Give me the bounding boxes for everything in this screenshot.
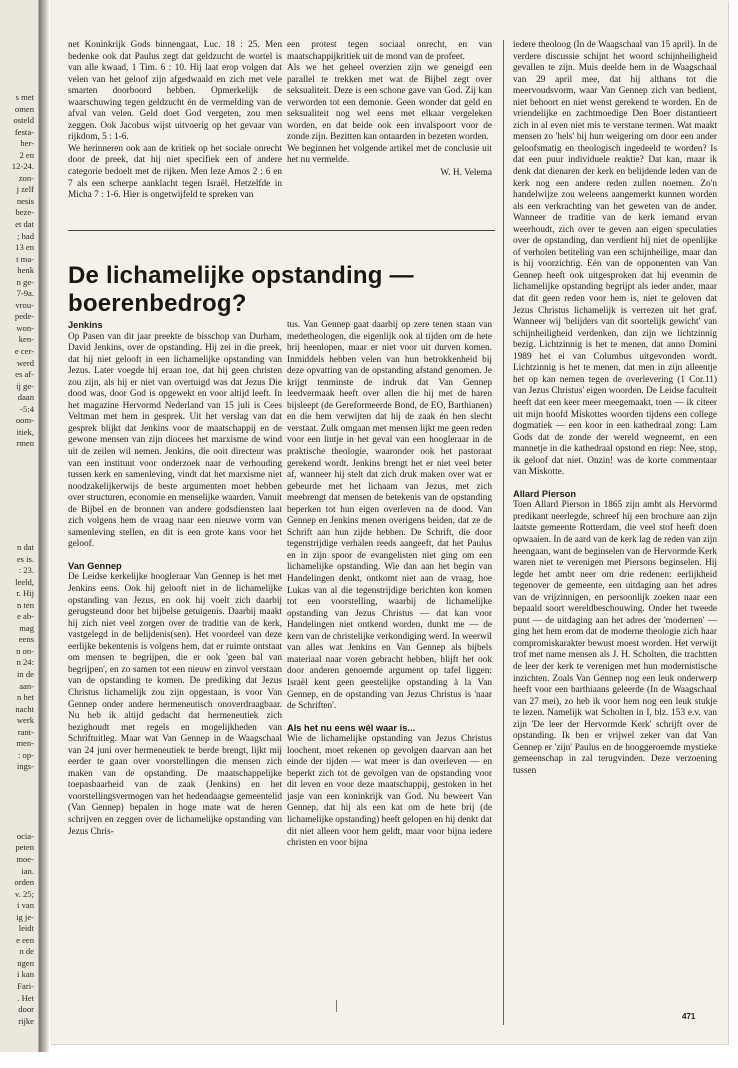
previous-page-line: es is. [16,553,34,564]
previous-page-line: in de [17,668,34,679]
book-gutter [39,0,49,1052]
previous-page-line: ings- [16,761,34,772]
previous-article-column-middle [287,40,492,180]
previous-page-line: omen [14,103,34,114]
previous-page-line: : 23. [18,565,34,576]
previous-page-line: Fari- [17,981,34,991]
previous-page-line: et dat [15,219,34,230]
previous-page-line: men- [16,738,34,749]
previous-page-line: ig je- [16,911,34,922]
paragraph: Als we het geheel overzien zijn we geneigd een parallel te trekken met wat de Bijbel zegt over seksualiteit. Deze is een schone gave van God. Zij kan verworden tot een demonie. Geen wonder dat geld en seksualiteit nog wel eens met elkaar vergeleken worden, en dat beide ook een invalspoort voor de zonde zijn. Bezitten kan ontaarden in bezeten worden. [287,63,492,143]
previous-page-line: aan- [19,680,34,691]
previous-page-line: peten [15,842,34,853]
previous-article-column-left [68,40,282,202]
page-number: 471 [682,1012,696,1021]
section-heading: Allard Pierson [513,488,577,499]
article-divider [68,230,495,231]
article-column-left [68,320,282,838]
paragraph: net Koninkrijk Gods binnengaat, Luc. 18 : 25. Men bedenke ook dat Paulus zegt dat geldzucht de wortel is van alle kwaad, 1 Tim. 6 : 10. Hij laat erop volgen dat velen van het geloof zijn afgedwaald en zich met vele smarten doorboord hebben. Opmerkelijk de waarschuwing tegen geldzucht én de vermelding van de afval van velen. Geld doet God vergeten, zou men zeggen. Ook Jacobus wijst uitvoerig op het gevaar van rijkdom, 5 : 1-6. [68,40,282,143]
previous-page-line: rant- [17,726,34,737]
previous-article-paragraphs [287,40,492,167]
article-headline: De lichamelijke opstanding — boerenbedrog? [68,262,414,318]
previous-page-column [0,92,34,1027]
previous-page-line: t ma- [16,253,34,264]
previous-page-line: n dat [17,541,34,552]
paragraph: We herinneren ook aan de kritiek op het sociale onrecht door de preek, dat hij niet specifiek een of andere categorie bedoelt met de rijken. Men leze Amos 2 : 6 en 7 als een scherpe aanklacht tegen Israël. Hetzelfde in Micha 7 : 1-6. Hier is ongetwijfeld te spreken van [68,143,282,201]
previous-page-line: rmen [16,438,34,449]
page-mark [336,1000,339,1012]
paragraph: Wie de lichamelijke opstanding van Jezus Christus loochent, moet rekenen op gevolgen daarvan aan het einde der tijden — wat meer is dan overleven — en beperkt zich tot de gevolgen van de opstanding voor dit leven en voor deze maatschappij, gestoken in het jasje van een koninkrijk van God. Nu beweert Van Gennep, dat hij als een kat om de hete brij (de lichamelijke opstanding) heeft gelopen en hij denkt dat dit niet alleen voor hem geldt, maar voor bijna iedere christen en voor bijna [287,734,492,849]
previous-page-line: s met [15,92,34,102]
previous-page-line: zon- [18,172,34,183]
previous-page-line: n de [19,946,34,957]
previous-page-line: ngen [17,957,34,968]
paragraph: Toen Allard Pierson in 1865 zijn ambt als Hervormd predikant neerlegde, schreef hij een brochure aan zijn laatste gemeente Rotterdam, die veel stof heeft doen opwaaien. In de aard van de kerk lag de reden van zijn heengaan, want de beginselen van de Hervormde Kerk waren niet te verenigen met Piersons beginselen. Hij legde het ambt neer om drie redenen: eerlijkheid tegenover de gemeente, een uitdaging aan het adres van de vrijzinnigen, en persoonlijk zoeken naar een bepaald soort wereldbeschouwing. Onder het tweede punt — de uitdaging aan het adres der 'modernen' — ging het hem erom dat de moderne theologie zich haar compromiskarakter bewust moest worden. Het verwijt trof met name mensen als J. H. Scholten, die trachtten de leer der kerk te verenigen met hun modernistische inzichten. Zoals Van Gennep nog een leuk onderwerp heeft voor een barthiaans geleerde (In de Waagschaal van 27 mei), zo heb ik voor hem nog een leuk stukje te lezen. Namelijk wat Scholten in I, blz. 153 e.v. van zijn 'De leer der Hervormde Kerk' schrijft over de opstanding. Ik ben er vrijwel zeker van dat Van Gennep er 'zijn' Paulus en de hooggeroemde mystieke gemeenschap in zal terugvinden. Deze verzoening tussen [513,500,717,776]
previous-page-line: nacht [15,703,34,714]
previous-page-fragment-group [0,831,34,1027]
column-divider [503,40,504,1025]
article-column-middle [287,320,492,850]
previous-page-line: moe- [16,853,34,864]
section-heading: Jenkins [68,320,103,330]
previous-page-line: ian. [21,865,34,876]
paragraph: een protest tegen sociaal onrecht, en van maatschappijkritiek uit de mond van de profeet. [287,40,492,62]
previous-page-line: 2 en [19,149,34,160]
previous-page-line: es af- [15,369,34,380]
section-heading: Van Gennep [68,560,122,571]
previous-page-line: -5:4 [20,403,34,414]
previous-page-line: v. 25; [14,888,34,899]
previous-page-line: door [18,1004,34,1015]
paragraph: iedere theoloog (In de Waagschaal van 15 april). In de verdere discussie schijnt het woord schijnheiligheid gevallen te zijn. Muis deelde hem in de Waagschaal van 29 april mee, dat hij althans tot die meervoudsvorm, waar Van Gennep zich van bedient, niet behoort en niet wenst gerekend te worden. En de vriendelijke en zachtmoedige Den Boer distantieert zich in al even niet mis te verstane termen. Wat maakt mensen zo 'hels' bij hun weigering om door een ander geloofsmatig en theologisch ingedeeld te worden? Is dat een puur individuele reaktie? Dat kan, maar ik denk dat dienaren der kerk en belijdende leden van de kerk nog een andere reden zullen noemen. Zo'n handelwijze zou weleens aangemerkt kunnen worden als een verkrachting van het geweten van de ander. Wanneer de traditie van de kerk iemand ervan weerhoudt, zich over te geven aan eigen speculaties over de opstanding, dan verdient hij niet de openlijke of verholen betiteling van een schijnheilige, maar dan is hij voorzichtig. Eén van de opponenten van Van Gennep heeft ook uitgesproken dat hij evenmin de lichamelijke opstanding begrijpt als ieder ander, maar dat dit geen reden voor hem is, niet te geloven dat Jezus Christus lichamelijk is verrezen uit het graf. Wanneer wij 'belijders van dit soortelijk gewicht' van schijnheiligheid verdenken, dan zijn we lichtzinnig bezig. Lichtzinnig is het te menen, dat anno Domini 1989 het ei van Columbus uitgevonden wordt. Lichtzinnig is het te menen, dat men in zijn alleentje het op kan nemen tegen de overlevering (1 Cor.11) van Jezus Christus' eigen woorden. De Leidse faculteit heeft dat een keer meer meegemaakt, toen — ik citeer uit mijn hoofd Miskottes woorden tijdens een college dogmatiek — een koor in een kathedraal zong: Lam Gods dat de zonde der wereld wegneemt, en een mannetje in die kathedraal opstond en riep: Nee, stop, ik geloof dat niet. Onzin! was de korte commentaar van Miskotte. [513,40,717,478]
paragraph: tus. Van Gennep gaat daarbij op zere tenen staan van medetheologen, die eigenlijk ook al tijden om de hete brij heenlopen, maar er niet voor uit durven komen. Inmiddels hebben velen van hun betrokkenheid bij deze opvatting van de opstanding afstand genomen. Je krijgt tenminste de indruk dat Van Gennep leedvermaak heeft over allen die hij met de haren bijsleept (de Gereformeerde Bond, de EO, Barthianen) en die hem verwijten dat hij de zaak én hen slecht verstaat. Zulk omgaan met mensen lijkt me geen reden voor een lintje in het geval van een hoogleraar in de praktische theologie, waaronder ook het pastoraat gerekend wordt. Jenkins brengt het er niet veel beter af, wanneer hij stelt dat zich druk maken over wat er gebeurde met het lichaam van Jezus, met zich meebrengt dat mensen de betekenis van de opstanding beperken tot hun eigen overleven na de dood. Van Gennep en Jenkins menen overigens beiden, dat ze de Schrift aan hun zijde hebben. De Schrift, die door tegenstrijdige verhalen reeds aangeeft, dat het Paulus en in zijn spoor de evangelisten niet ging om een lichamelijke opstanding. Wie dan aan het begin van Handelingen denkt, ontkomt niet aan de vraag, hoe Lukas van al die tegenstrijdige berichten kon komen tot een voorstelling, waarbij de lichamelijke opstanding van Jezus Christus — dat kan voor Handelingen niet ontkend worden, dunkt me — de kern van de christelijke verkondiging werd. In weerwil van alles wat Jenkins en Van Gennep als bijbels materiaal naar voren gebracht hebben, blijft het ook door anderen genoemde argument op tafel liggen: Israël kent geen geestelijke opstanding à la Van Gennep, en de opstanding van Jezus Christus is 'naar de Schriften'. [287,320,492,712]
previous-page-fragment-group [0,542,34,773]
previous-page-line: rijke [18,1015,34,1026]
previous-page-line: nesis [16,195,34,206]
previous-page-fragment-group [0,92,34,450]
author-signature: W. H. Velema [440,168,492,179]
previous-page-line: beze- [15,207,34,218]
previous-page-line: henk [17,265,34,276]
paragraph: Op Pasen van dit jaar preekte de bisschop van Durham, David Jenkins, over de opstanding. Hij zei in die preek, dat hij niet gelooft in een lichamelijke opstanding van Jezus. Later voegde hij eraan toe, dat hij geen christen zou zijn, als hij er niet van overtuigd was dat Jezus Die dood was, door God is opgewekt en voor altijd leeft. In het magazine Hervormd Nederland van 15 juli is Cees Veltman met hem in gesprek. Uit het verslag van dat gesprek blijkt dat Jenkins voor de maatschappij en de gewone mensen van zijn diocees het marxisme de wind uit de zeilen wil nemen. Jenkins, die ooit directeur was van een instituut voor onderzoek naar de verhouding tussen kerk en samenleving, vindt dat het marxisme niet noodzakelijkerwijs de beste argumenten moet hebben over structuren, economie en menselijke waarden. Vanuit de Bijbel en de bronnen van andere godsdiensten laat zich volgens hem de vraag naar een nieuwe vorm van samenleving stellen, en dit is een grote kans voor het geloof. [68,331,282,550]
previous-page-line: 13 en [15,242,34,253]
previous-page-line: n ge- [16,276,34,287]
previous-page-line: orden [14,877,34,888]
previous-page-line: e een [16,934,34,945]
previous-page-line: osteld [13,115,34,126]
previous-page-line: j zelf [16,184,34,195]
previous-page-line: leidt [18,923,34,934]
article-column-right [513,40,717,777]
section-heading: Als het nu eens wél waar is... [287,722,416,733]
previous-page-line: : op- [18,749,34,760]
previous-page-line: eens [18,634,34,645]
previous-page-line: leeld, [15,576,34,587]
previous-page-line: vrou- [15,299,34,310]
previous-page-line: r. Hij [16,588,34,599]
previous-page-line: ocia- [16,830,34,841]
previous-page-line: 12-24. [11,161,34,172]
previous-page-line: n 24: [16,657,34,668]
previous-page-line: n on- [16,645,34,656]
previous-page-line: werd [16,357,34,368]
previous-page-line: mag [19,622,34,633]
paragraph: We beginnen het volgende artikel met de conclusie uit het nu vermelde. [287,143,492,166]
magazine-page [50,0,728,1044]
previous-page-line: her- [20,138,34,149]
previous-page-line: . Het [17,992,34,1003]
previous-page-line: werk [16,715,34,726]
previous-page-line: festa- [14,126,34,137]
previous-page-line: ken- [18,334,34,345]
paragraph: De Leidse kerkelijke hoogleraar Van Gennep is het met Jenkins eens. Ook hij gelooft niet in de lichamelijke opstanding van Jezus, en ook hij voelt zich daarbij gerugsteund door het bijbelse getuigenis. Daarbij maakt hij zich niet veel zorgen over de traditie van de kerk, vastgelegd in de belijdenis(sen). Het voordeel van deze eerlijke bekentenis is volgens hem, dat er ruimte ontstaat om mensen te begrijpen, die er ook 'geen bal van begrijpen', en zo samen tot een nieuw en zinvol verstaan van de opstanding te komen. De prediking dat Jezus Christus lichamelijk zou zijn opgestaan, is voor Van Gennep onder andere hermeneutisch onoverdraagbaar. Nu heb ik altijd gedacht dat hermeneutiek zich bezighoudt met regels en mogelijkheden van Schriftuitleg. Maar wat Van Gennep in de Waagschaal van 24 juni over hermeneutiek te berde brengt, lijkt mij eerder te gaan over voorstellingen die mensen zich maken van de opstanding. De maatschappelijke toepasbaarheid van de zaak (Jenkins) en het voorstellingsvermogen van het hedendaagse gemeentelid (Van Gennep) bepalen in hoge mate wat de heren schrijven en zeggen over de lichamelijke opstanding van Jezus Chris- [68,572,282,837]
previous-page-line: n het [17,692,34,703]
previous-page-line: i kan [17,969,34,980]
previous-page-line: ij ge- [16,380,34,391]
previous-page-line: daan [17,392,34,403]
previous-page-line: 7-9a. [16,288,34,299]
previous-page-line: i van [17,900,34,911]
previous-page-line: pede- [14,311,34,322]
previous-page-line: oom- [15,415,34,426]
previous-page-edge [0,0,39,1052]
previous-page-line: won- [16,322,34,333]
previous-page-line: ; had [17,230,34,241]
previous-page-line: e cer- [14,346,34,357]
previous-page-line: e ab- [17,611,34,622]
previous-page-line: n ten [17,599,34,610]
previous-page-line: itiek, [16,426,34,437]
